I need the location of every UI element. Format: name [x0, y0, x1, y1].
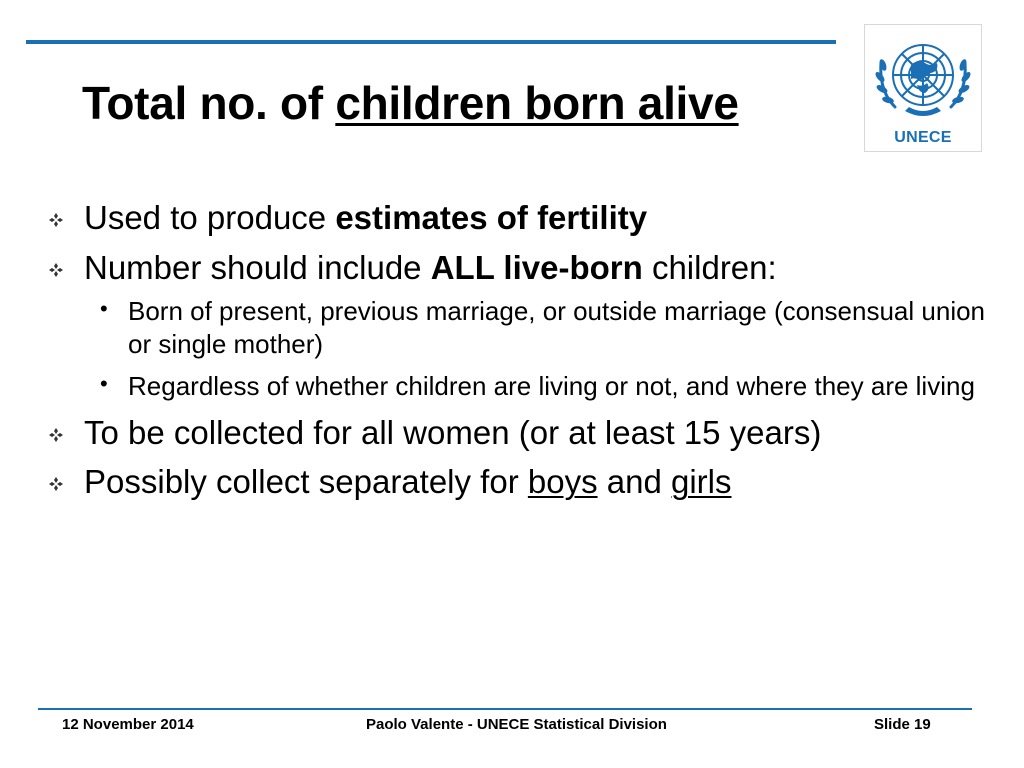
bullet-text-end: children: [642, 248, 777, 286]
sub-bullet-text: Born of present, previous marriage, or outside marriage (consensual union or single mother) [128, 296, 986, 360]
un-emblem-icon [865, 25, 981, 129]
bullet-estimates [48, 196, 988, 240]
footer-date: 12 November 2014 [62, 716, 194, 733]
four-diamond-bullet-icon [48, 212, 64, 228]
four-diamond-bullet-icon [48, 427, 64, 443]
four-diamond-bullet-icon [48, 476, 64, 492]
bullet-text: Number should include [84, 248, 431, 286]
dot-bullet-icon: • [100, 296, 108, 322]
bullet-bold-text: estimates of fertility [335, 199, 648, 236]
bullet-boys-girls [48, 460, 988, 504]
logo-text: UNECE [894, 129, 952, 146]
bullet-text: To be collected for all women (or at least 15 years) [84, 413, 822, 451]
bullet-bold-text: ALL live-born [430, 248, 643, 286]
title-text: Total no. of [82, 77, 336, 129]
slide-title [82, 78, 739, 129]
footer-presenter: Paolo Valente - UNECE Statistical Division [366, 716, 667, 733]
underlined-girls: girls [670, 463, 732, 501]
four-diamond-bullet-icon [48, 262, 64, 278]
top-divider [26, 40, 836, 44]
bullet-all-women [48, 411, 988, 455]
footer-slide-number: Slide 19 [874, 716, 931, 733]
bullet-text-mid: and [597, 463, 671, 501]
slide-body [48, 196, 988, 510]
bottom-divider [38, 708, 972, 710]
underlined-boys: boys [527, 463, 598, 501]
bullet-text: Possibly collect separately for [84, 463, 528, 501]
sub-bullet-marriage [48, 295, 988, 362]
title-underlined: children born alive [335, 77, 739, 129]
sub-bullet-living [48, 370, 988, 403]
bullet-live-born [48, 246, 988, 290]
unece-logo [864, 24, 982, 152]
dot-bullet-icon: • [100, 370, 108, 396]
sub-bullet-text: Regardless of whether children are living or not, and where they are living [128, 370, 975, 401]
bullet-text: Used to produce [84, 199, 336, 236]
